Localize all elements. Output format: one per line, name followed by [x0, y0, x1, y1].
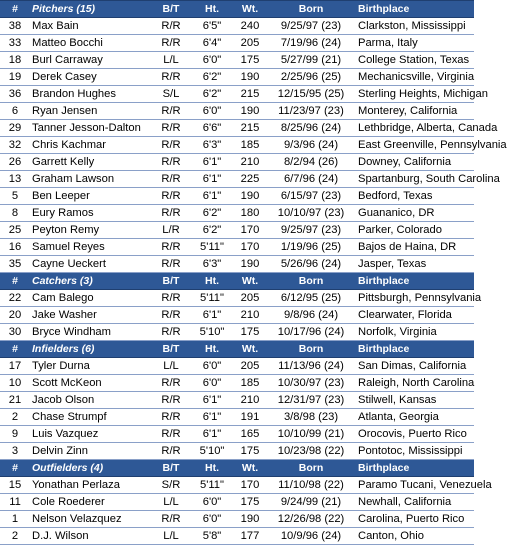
player-num: 16 [0, 239, 30, 256]
player-birthplace: Lethbridge, Alberta, Canada [356, 120, 474, 137]
player-birthplace: Pontotoc, Mississippi [356, 443, 474, 460]
player-name: Delvin Zinn [30, 443, 152, 460]
player-num: 36 [0, 86, 30, 103]
header-ht: Ht. [190, 1, 234, 18]
player-birthplace: Parma, Italy [356, 35, 474, 52]
header-name: Pitchers (15) [30, 1, 152, 18]
player-ht: 6'1" [190, 154, 234, 171]
header-ht: Ht. [190, 273, 234, 290]
player-num: 26 [0, 154, 30, 171]
player-ht: 6'1" [190, 409, 234, 426]
player-bt: L/R [152, 222, 190, 239]
player-row [0, 426, 474, 443]
player-name: Jake Washer [30, 307, 152, 324]
player-ht: 6'3" [190, 256, 234, 273]
player-bt: R/R [152, 290, 190, 307]
player-name: Graham Lawson [30, 171, 152, 188]
player-ht: 6'6" [190, 120, 234, 137]
player-birthplace: Raleigh, North Carolina [356, 375, 474, 392]
player-name: Ryan Jensen [30, 103, 152, 120]
player-birthplace: Downey, California [356, 154, 474, 171]
player-row [0, 103, 474, 120]
player-birthplace: Pittsburgh, Pennsylvania [356, 290, 474, 307]
header-bt: B/T [152, 460, 190, 477]
player-row [0, 86, 474, 103]
player-num: 8 [0, 205, 30, 222]
player-row [0, 477, 474, 494]
player-bt: R/R [152, 324, 190, 341]
player-birthplace: Monterey, California [356, 103, 474, 120]
player-born: 10/10/99 (21) [266, 426, 356, 443]
player-num: 32 [0, 137, 30, 154]
header-bt: B/T [152, 341, 190, 358]
player-ht: 6'0" [190, 103, 234, 120]
player-wt: 225 [234, 171, 266, 188]
player-born: 10/23/98 (22) [266, 443, 356, 460]
header-bt: B/T [152, 1, 190, 18]
player-num: 33 [0, 35, 30, 52]
player-num: 29 [0, 120, 30, 137]
player-num: 2 [0, 409, 30, 426]
player-ht: 6'2" [190, 222, 234, 239]
player-wt: 175 [234, 324, 266, 341]
player-bt: L/L [152, 494, 190, 511]
player-birthplace: Stilwell, Kansas [356, 392, 474, 409]
player-birthplace: Canton, Ohio [356, 528, 474, 545]
player-born: 3/8/98 (23) [266, 409, 356, 426]
player-num: 19 [0, 69, 30, 86]
player-born: 10/9/96 (24) [266, 528, 356, 545]
player-num: 15 [0, 477, 30, 494]
player-bt: R/R [152, 35, 190, 52]
player-wt: 175 [234, 443, 266, 460]
header-name: Outfielders (4) [30, 460, 152, 477]
player-born: 5/27/99 (21) [266, 52, 356, 69]
player-born: 9/24/99 (21) [266, 494, 356, 511]
player-born: 11/13/96 (24) [266, 358, 356, 375]
player-born: 10/30/97 (23) [266, 375, 356, 392]
player-bt: R/R [152, 426, 190, 443]
player-birthplace: Clearwater, Florida [356, 307, 474, 324]
player-wt: 215 [234, 86, 266, 103]
player-bt: R/R [152, 188, 190, 205]
player-born: 12/15/95 (25) [266, 86, 356, 103]
player-bt: R/R [152, 392, 190, 409]
player-born: 2/25/96 (25) [266, 69, 356, 86]
player-name: Yonathan Perlaza [30, 477, 152, 494]
player-ht: 6'1" [190, 426, 234, 443]
player-bt: R/R [152, 307, 190, 324]
player-ht: 5'10" [190, 443, 234, 460]
player-num: 25 [0, 222, 30, 239]
player-bt: R/R [152, 205, 190, 222]
player-name: Tanner Jesson-Dalton [30, 120, 152, 137]
player-ht: 6'1" [190, 392, 234, 409]
player-row [0, 307, 474, 324]
player-num: 5 [0, 188, 30, 205]
player-row [0, 324, 474, 341]
player-birthplace: Bajos de Haina, DR [356, 239, 474, 256]
player-bt: L/L [152, 52, 190, 69]
header-ht: Ht. [190, 460, 234, 477]
player-born: 12/31/97 (23) [266, 392, 356, 409]
player-name: Bryce Windham [30, 324, 152, 341]
player-wt: 185 [234, 137, 266, 154]
player-born: 11/10/98 (22) [266, 477, 356, 494]
player-row [0, 256, 474, 273]
player-born: 9/8/96 (24) [266, 307, 356, 324]
player-ht: 6'0" [190, 52, 234, 69]
player-born: 8/25/96 (24) [266, 120, 356, 137]
player-wt: 190 [234, 188, 266, 205]
player-ht: 5'10" [190, 324, 234, 341]
header-born: Born [266, 273, 356, 290]
player-wt: 210 [234, 392, 266, 409]
player-name: Peyton Remy [30, 222, 152, 239]
player-row [0, 188, 474, 205]
section-header-row [0, 460, 474, 477]
player-name: Samuel Reyes [30, 239, 152, 256]
player-num: 38 [0, 18, 30, 35]
player-name: Ben Leeper [30, 188, 152, 205]
header-num: # [0, 1, 30, 18]
player-bt: R/R [152, 171, 190, 188]
header-wt: Wt. [234, 273, 266, 290]
player-row [0, 528, 474, 545]
player-name: Nelson Velazquez [30, 511, 152, 528]
player-wt: 215 [234, 120, 266, 137]
player-ht: 5'11" [190, 239, 234, 256]
player-wt: 190 [234, 69, 266, 86]
player-name: Luis Vazquez [30, 426, 152, 443]
player-name: Garrett Kelly [30, 154, 152, 171]
player-num: 11 [0, 494, 30, 511]
player-num: 30 [0, 324, 30, 341]
header-birthplace: Birthplace [356, 273, 474, 290]
player-bt: R/R [152, 443, 190, 460]
player-row [0, 35, 474, 52]
player-birthplace: Norfolk, Virginia [356, 324, 474, 341]
player-name: Tyler Durna [30, 358, 152, 375]
player-bt: S/L [152, 86, 190, 103]
player-num: 3 [0, 443, 30, 460]
player-bt: R/R [152, 239, 190, 256]
player-birthplace: Spartanburg, South Carolina [356, 171, 474, 188]
header-num: # [0, 341, 30, 358]
header-birthplace: Birthplace [356, 1, 474, 18]
player-name: Cole Roederer [30, 494, 152, 511]
player-ht: 5'11" [190, 290, 234, 307]
header-wt: Wt. [234, 460, 266, 477]
header-bt: B/T [152, 273, 190, 290]
player-wt: 240 [234, 18, 266, 35]
player-num: 17 [0, 358, 30, 375]
player-row [0, 171, 474, 188]
player-bt: R/R [152, 511, 190, 528]
player-num: 22 [0, 290, 30, 307]
player-row [0, 290, 474, 307]
header-name: Catchers (3) [30, 273, 152, 290]
player-row [0, 222, 474, 239]
player-bt: R/R [152, 256, 190, 273]
player-birthplace: Atlanta, Georgia [356, 409, 474, 426]
player-born: 6/7/96 (24) [266, 171, 356, 188]
player-row [0, 375, 474, 392]
player-wt: 170 [234, 477, 266, 494]
player-name: Brandon Hughes [30, 86, 152, 103]
player-ht: 5'11" [190, 477, 234, 494]
player-born: 5/26/96 (24) [266, 256, 356, 273]
header-birthplace: Birthplace [356, 460, 474, 477]
player-wt: 177 [234, 528, 266, 545]
player-bt: R/R [152, 409, 190, 426]
player-ht: 6'0" [190, 358, 234, 375]
player-born: 7/19/96 (24) [266, 35, 356, 52]
header-born: Born [266, 341, 356, 358]
player-wt: 175 [234, 52, 266, 69]
player-name: Matteo Bocchi [30, 35, 152, 52]
header-born: Born [266, 460, 356, 477]
player-birthplace: Mechanicsville, Virginia [356, 69, 474, 86]
player-name: Burl Carraway [30, 52, 152, 69]
header-wt: Wt. [234, 341, 266, 358]
header-wt: Wt. [234, 1, 266, 18]
player-bt: R/R [152, 154, 190, 171]
player-name: Eury Ramos [30, 205, 152, 222]
player-wt: 185 [234, 375, 266, 392]
player-name: Derek Casey [30, 69, 152, 86]
player-born: 9/25/97 (23) [266, 222, 356, 239]
player-bt: S/R [152, 477, 190, 494]
section-header-row [0, 341, 474, 358]
player-name: Jacob Olson [30, 392, 152, 409]
player-bt: L/L [152, 358, 190, 375]
player-wt: 205 [234, 290, 266, 307]
player-row [0, 409, 474, 426]
player-row [0, 494, 474, 511]
player-name: Chris Kachmar [30, 137, 152, 154]
player-birthplace: Jasper, Texas [356, 256, 474, 273]
player-birthplace: Paramo Tucani, Venezuela [356, 477, 474, 494]
player-birthplace: Bedford, Texas [356, 188, 474, 205]
player-row [0, 154, 474, 171]
header-born: Born [266, 1, 356, 18]
player-wt: 205 [234, 35, 266, 52]
player-bt: R/R [152, 18, 190, 35]
player-name: Cayne Ueckert [30, 256, 152, 273]
player-ht: 6'3" [190, 137, 234, 154]
player-born: 12/26/98 (22) [266, 511, 356, 528]
player-row [0, 392, 474, 409]
player-wt: 210 [234, 154, 266, 171]
player-birthplace: Newhall, California [356, 494, 474, 511]
player-num: 1 [0, 511, 30, 528]
player-ht: 6'2" [190, 69, 234, 86]
player-num: 35 [0, 256, 30, 273]
player-row [0, 358, 474, 375]
player-row [0, 18, 474, 35]
player-num: 6 [0, 103, 30, 120]
player-bt: R/R [152, 69, 190, 86]
player-bt: L/L [152, 528, 190, 545]
player-birthplace: Carolina, Puerto Rico [356, 511, 474, 528]
player-born: 10/10/97 (23) [266, 205, 356, 222]
player-ht: 5'8" [190, 528, 234, 545]
player-wt: 190 [234, 256, 266, 273]
header-num: # [0, 273, 30, 290]
player-ht: 6'1" [190, 171, 234, 188]
player-ht: 6'5" [190, 18, 234, 35]
player-wt: 190 [234, 103, 266, 120]
player-born: 8/2/94 (26) [266, 154, 356, 171]
player-bt: R/R [152, 103, 190, 120]
player-row [0, 137, 474, 154]
player-bt: R/R [152, 375, 190, 392]
player-birthplace: East Greenville, Pennsylvania [356, 137, 474, 154]
player-ht: 6'0" [190, 494, 234, 511]
player-row [0, 239, 474, 256]
player-bt: R/R [152, 137, 190, 154]
player-birthplace: Orocovis, Puerto Rico [356, 426, 474, 443]
header-birthplace: Birthplace [356, 341, 474, 358]
player-wt: 191 [234, 409, 266, 426]
player-row [0, 443, 474, 460]
section-header-row [0, 1, 474, 18]
player-num: 18 [0, 52, 30, 69]
player-name: Chase Strumpf [30, 409, 152, 426]
player-ht: 6'2" [190, 86, 234, 103]
player-ht: 6'0" [190, 511, 234, 528]
player-name: Scott McKeon [30, 375, 152, 392]
header-name: Infielders (6) [30, 341, 152, 358]
player-wt: 210 [234, 307, 266, 324]
player-num: 21 [0, 392, 30, 409]
player-name: Cam Balego [30, 290, 152, 307]
player-num: 2 [0, 528, 30, 545]
player-name: Max Bain [30, 18, 152, 35]
player-ht: 6'2" [190, 205, 234, 222]
player-birthplace: College Station, Texas [356, 52, 474, 69]
player-row [0, 205, 474, 222]
player-birthplace: San Dimas, California [356, 358, 474, 375]
header-ht: Ht. [190, 341, 234, 358]
player-born: 9/25/97 (23) [266, 18, 356, 35]
player-born: 11/23/97 (23) [266, 103, 356, 120]
section-header-row [0, 273, 474, 290]
player-num: 13 [0, 171, 30, 188]
player-wt: 190 [234, 511, 266, 528]
player-row [0, 511, 474, 528]
player-wt: 170 [234, 239, 266, 256]
player-wt: 205 [234, 358, 266, 375]
player-born: 9/3/96 (24) [266, 137, 356, 154]
player-born: 1/19/96 (25) [266, 239, 356, 256]
player-birthplace: Guananico, DR [356, 205, 474, 222]
player-born: 6/15/97 (23) [266, 188, 356, 205]
player-wt: 170 [234, 222, 266, 239]
player-birthplace: Parker, Colorado [356, 222, 474, 239]
player-row [0, 120, 474, 137]
player-row [0, 52, 474, 69]
player-ht: 6'0" [190, 375, 234, 392]
player-num: 20 [0, 307, 30, 324]
player-wt: 165 [234, 426, 266, 443]
player-birthplace: Sterling Heights, Michigan [356, 86, 474, 103]
player-ht: 6'1" [190, 188, 234, 205]
player-num: 10 [0, 375, 30, 392]
player-row [0, 69, 474, 86]
player-bt: R/R [152, 120, 190, 137]
player-name: D.J. Wilson [30, 528, 152, 545]
player-born: 6/12/95 (25) [266, 290, 356, 307]
player-wt: 180 [234, 205, 266, 222]
player-born: 10/17/96 (24) [266, 324, 356, 341]
player-ht: 6'4" [190, 35, 234, 52]
player-num: 9 [0, 426, 30, 443]
header-num: # [0, 460, 30, 477]
player-wt: 175 [234, 494, 266, 511]
player-ht: 6'1" [190, 307, 234, 324]
player-birthplace: Clarkston, Mississippi [356, 18, 474, 35]
